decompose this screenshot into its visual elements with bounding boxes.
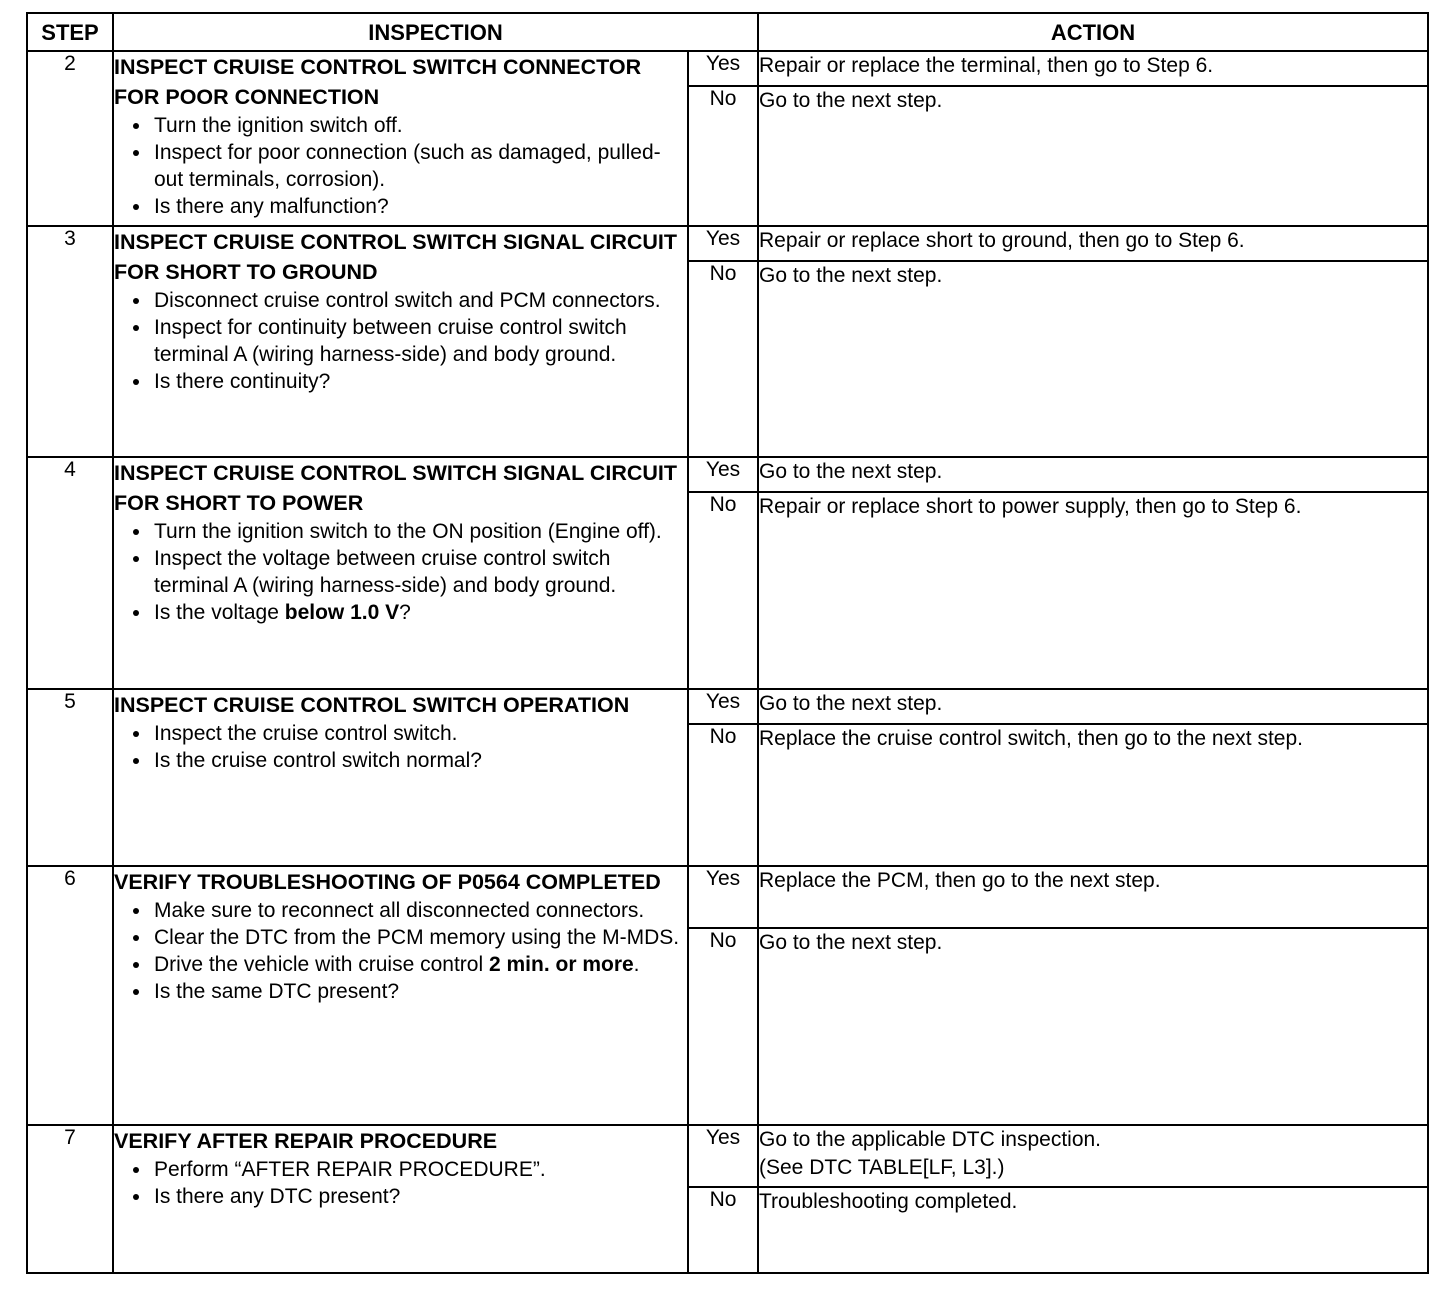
no-label: No [688,492,758,689]
header-action: ACTION [758,13,1428,51]
table-row [27,457,1428,492]
inspection-title: INSPECT CRUISE CONTROL SWITCH SIGNAL CIRCUIT FOR SHORT TO GROUND [114,230,677,284]
yes-action: Go to the next step. [758,689,1428,724]
table-row [27,51,1428,86]
table-row [27,689,1428,724]
inspection-cell [113,689,688,866]
no-action: Replace the cruise control switch, then go to the next step. [758,724,1428,866]
table-header-row [27,13,1428,51]
inspection-bullets [114,112,687,220]
table-row [27,866,1428,928]
yes-label: Yes [688,457,758,492]
drive-duration: 2 min. or more [488,953,634,976]
inspection-cell [113,226,688,457]
inspection-bullets [114,287,687,395]
table-row [27,1125,1428,1187]
yes-label: Yes [688,866,758,928]
yes-action-reference: (See DTC TABLE[LF, L3].) [759,1156,1005,1179]
yes-label: Yes [688,1125,758,1187]
bullet-item: • Perform “AFTER REPAIR PROCEDURE”. [152,1156,687,1183]
yes-action: Replace the PCM, then go to the next step. [758,866,1428,928]
step-number: 6 [27,866,113,1125]
inspection-cell [113,866,688,1125]
inspection-bullets [114,897,687,1005]
bullet-item: • Is there any DTC present? [152,1183,687,1210]
no-label: No [688,928,758,1125]
bullet-item: • Turn the ignition switch off. [152,112,687,139]
yes-label: Yes [688,689,758,724]
no-action: Repair or replace short to power supply, then go to Step 6. [758,492,1428,689]
bullet-text: ? [399,601,411,624]
yes-label: Yes [688,226,758,261]
diagnostic-table [26,12,1429,1274]
voltage-threshold: below 1.0 V [284,601,400,624]
inspection-bullets [114,518,687,626]
inspection-cell [113,457,688,689]
bullet-item: • Inspect for continuity between cruise control switch terminal A (wiring harness-side) and body ground. [152,314,687,368]
no-label: No [688,1187,758,1273]
inspection-title: INSPECT CRUISE CONTROL SWITCH SIGNAL CIRCUIT FOR SHORT TO POWER [114,461,677,515]
no-action: Troubleshooting completed. [758,1187,1428,1273]
bullet-item: • Inspect for poor connection (such as damaged, pulled-out terminals, corrosion). [152,139,687,193]
header-inspection: INSPECTION [113,13,758,51]
bullet-item: • Clear the DTC from the PCM memory using the M-MDS. [152,924,687,951]
bullet-item: • Is there any malfunction? [152,193,687,220]
step-number: 7 [27,1125,113,1273]
step-number: 3 [27,226,113,457]
table-row [27,226,1428,261]
no-action: Go to the next step. [758,928,1428,1125]
step-number: 4 [27,457,113,689]
no-label: No [688,724,758,866]
yes-action: Repair or replace the terminal, then go to Step 6. [758,51,1428,86]
bullet-item: • Disconnect cruise control switch and PCM connectors. [152,287,687,314]
bullet-text: Drive the vehicle with cruise control [154,953,489,976]
no-label: No [688,86,758,226]
yes-action: Repair or replace short to ground, then go to Step 6. [758,226,1428,261]
no-action: Go to the next step. [758,261,1428,457]
bullet-item [152,599,687,626]
bullet-item: • Inspect the cruise control switch. [152,720,687,747]
yes-action: Go to the next step. [758,457,1428,492]
bullet-item: • Make sure to reconnect all disconnected connectors. [152,897,687,924]
inspection-title: VERIFY AFTER REPAIR PROCEDURE [114,1129,498,1153]
bullet-item [152,951,687,978]
header-step: STEP [27,13,113,51]
yes-label: Yes [688,51,758,86]
inspection-bullets [114,1156,687,1210]
page [26,12,1429,1274]
inspection-cell [113,51,688,226]
no-label: No [688,261,758,457]
no-action: Go to the next step. [758,86,1428,226]
bullet-item: • Is the cruise control switch normal? [152,747,687,774]
step-number: 2 [27,51,113,226]
yes-action [758,1125,1428,1187]
yes-action-line: Go to the applicable DTC inspection. [759,1128,1102,1151]
bullet-item: • Inspect the voltage between cruise control switch terminal A (wiring harness-side) and body ground. [152,545,687,599]
inspection-title: INSPECT CRUISE CONTROL SWITCH CONNECTOR FOR POOR CONNECTION [114,55,642,109]
inspection-bullets [114,720,687,774]
bullet-text: Is the voltage [154,601,285,624]
inspection-title: INSPECT CRUISE CONTROL SWITCH OPERATION [114,693,630,717]
step-number: 5 [27,689,113,866]
bullet-item: • Is there continuity? [152,368,687,395]
bullet-item: • Is the same DTC present? [152,978,687,1005]
bullet-item: • Turn the ignition switch to the ON position (Engine off). [152,518,687,545]
inspection-cell [113,1125,688,1273]
inspection-title: VERIFY TROUBLESHOOTING OF P0564 COMPLETED [114,870,661,894]
bullet-text: . [633,953,640,976]
